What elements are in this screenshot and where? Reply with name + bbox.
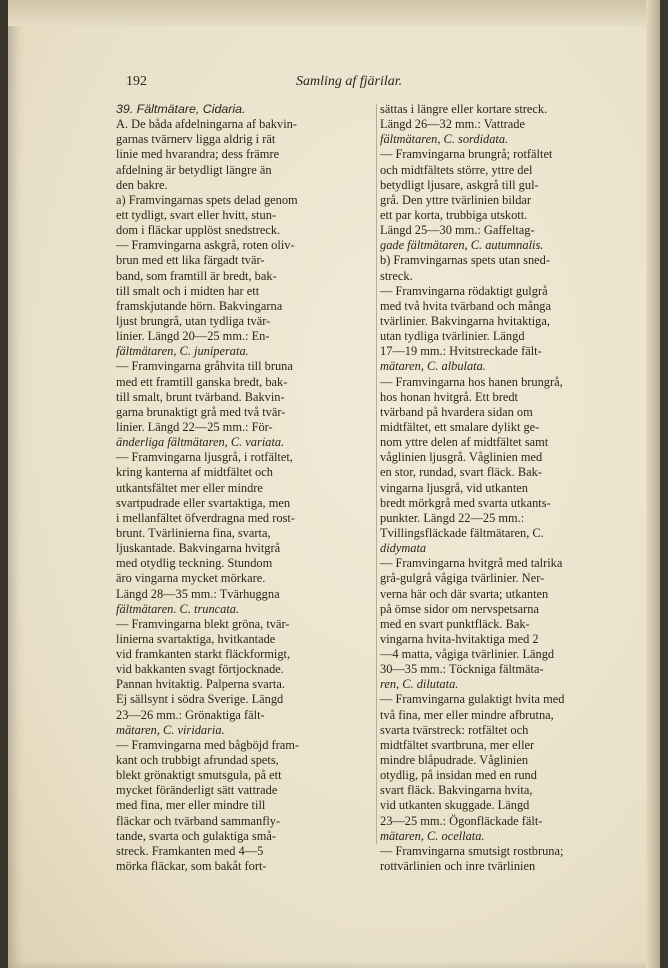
left-text-line: fältmätaren, C. juniperata. xyxy=(116,344,249,359)
right-text-line: — Framvingarna rödaktigt gulgrå xyxy=(380,283,548,298)
running-title: Samling af fjärilar. xyxy=(296,74,403,89)
left-text-line: vid bakkanten svagt förtjocknade. xyxy=(116,662,284,677)
page-top-edge xyxy=(8,0,660,26)
right-text-line: rottvärlinien och inre tvärlinien xyxy=(380,859,536,874)
right-text-line: på ömse sidor om nervspetsarna xyxy=(380,601,539,616)
right-text-line: Längd 25—30 mm.: Gaffeltag- xyxy=(380,223,535,238)
left-text-line: den bakre. xyxy=(116,177,168,192)
page-number: 192 xyxy=(126,74,147,89)
right-text-line: hos honan hvitgrå. Ett bredt xyxy=(380,389,518,404)
left-text-line: mycket föränderligt sätt vattrade xyxy=(116,783,278,798)
left-text-line: utkantsfältet mer eller mindre xyxy=(116,480,263,495)
left-text-line: vid framkanten starkt fläckformigt, xyxy=(116,647,291,662)
right-text-line: bredt mörkgrå med svarta utkants- xyxy=(380,495,551,510)
left-text-line: mätaren, C. viridaria. xyxy=(116,722,225,737)
running-head xyxy=(126,74,646,94)
left-text-line: a) Framvingarnas spets delad genom xyxy=(116,192,298,207)
right-text-line: didymata xyxy=(380,541,427,556)
right-text-line: vingarna hvita-hvitaktiga med 2 xyxy=(380,631,539,646)
left-text-line: garnas tvärnerv ligga aldrig i rät xyxy=(116,132,276,147)
left-text-line: A. De båda afdelningarna af bakvin- xyxy=(116,117,297,132)
left-text-line: — Framvingarna med bågböjd fram- xyxy=(116,737,300,752)
left-column xyxy=(116,102,378,874)
left-text-line: dom i fläckar upplöst snedstreck. xyxy=(116,223,281,238)
left-text-line: kring kanterna af midtfältet och xyxy=(116,465,273,480)
right-text-line: nom yttre delen af midtfältet samt xyxy=(380,435,549,450)
left-text-line: Längd 28—35 mm.: Tvärhuggna xyxy=(116,586,280,601)
left-text-line: framskjutande hörn. Bakvingarna xyxy=(116,298,283,313)
left-text-line: tande, svarta och gulaktiga små- xyxy=(116,828,276,843)
left-text-line: linier. Längd 22—25 mm.: För- xyxy=(116,419,273,434)
right-text-line: — Framvingarna gulaktigt hvita med xyxy=(380,692,565,707)
left-text-line: i mellanfältet öfverdragna med rost- xyxy=(116,510,295,525)
right-column xyxy=(380,102,620,874)
left-text-line: änderliga fältmätaren, C. variata. xyxy=(116,435,285,450)
right-text-line: fältmätaren, C. sordidata. xyxy=(380,132,509,147)
right-text-line: grå-gulgrå vågiga tvärlinier. Ner- xyxy=(380,571,545,586)
right-text-line: 17—19 mm.: Hvitstreckade fält- xyxy=(380,344,542,359)
right-text-line: — Framvingarna smutsigt rostbruna; xyxy=(380,843,564,858)
right-text-line: med en svart punktfläck. Bak- xyxy=(380,616,530,631)
right-text-line: streck. xyxy=(380,268,413,283)
left-text-line: fläckar och tvärband sammanfly- xyxy=(116,813,281,828)
left-text-line: med ett framtill ganska bredt, bak- xyxy=(116,374,288,389)
right-text-line: 30—35 mm.: Töckniga fältmäta- xyxy=(380,662,544,677)
right-text-line: — Framvingarna hos hanen brungrå, xyxy=(380,374,563,389)
right-text-line: midtfältet, ett smalare dylikt ge- xyxy=(380,419,540,434)
left-text-line: med otydlig teckning. Stundom xyxy=(116,556,273,571)
left-text-line: blekt grönaktigt smutsgula, på ett xyxy=(116,768,282,783)
right-text-line: —4 matta, vågiga tvärlinier. Längd xyxy=(380,647,555,662)
right-text-line: gade fältmätaren, C. autumnalis. xyxy=(380,238,544,253)
right-text-line: Tvillingsfläckade fältmätaren, C. xyxy=(380,525,544,540)
left-text-line: — Framvingarna ljusgrå, i rotfältet, xyxy=(116,450,293,465)
right-text-line: med två hvita tvärband och många xyxy=(380,298,552,313)
left-text-line: ett tydligt, svart eller hvitt, stun- xyxy=(116,207,277,222)
left-text-line: mörka fläckar, som bakåt fort- xyxy=(116,859,267,874)
left-text-line: 23—26 mm.: Grönaktiga fält- xyxy=(116,707,265,722)
left-text-line: till smalt, brunt tvärband. Bakvin- xyxy=(116,389,285,404)
left-text-line: Pannan hvitaktig. Palperna svarta. xyxy=(116,677,285,692)
left-text-line: med fina, mer eller mindre till xyxy=(116,798,266,813)
left-text-line: linierna svartaktiga, hvitkantade xyxy=(116,631,276,646)
left-text-line: brun med ett lika färgadt tvär- xyxy=(116,253,265,268)
left-text-line: till smalt och i midten har ett xyxy=(116,283,260,298)
left-text-line: afdelning är betydligt längre än xyxy=(116,162,272,177)
left-text-line: streck. Framkanten med 4—5 xyxy=(116,843,264,858)
left-text-line: garna brunaktigt grå med två tvär- xyxy=(116,404,286,419)
right-text-line: punkter. Längd 22—25 mm.: xyxy=(380,510,525,525)
left-text-line: svartpudrade eller svartaktiga, men xyxy=(116,495,291,510)
left-text-line: band, som framtill är bredt, bak- xyxy=(116,268,277,283)
left-text-line: — Framvingarna askgrå, roten oliv- xyxy=(116,238,295,253)
right-text-line: sättas i längre eller kortare streck. xyxy=(380,102,548,116)
right-text-line: våglinien ljusgrå. Våglinien med xyxy=(380,450,543,465)
right-text-line: midtfältet svartbruna, mer eller xyxy=(380,737,535,752)
right-text-line: utan tydliga tvärlinier. Längd xyxy=(380,329,525,344)
right-text-line: — Framvingarna hvitgrå med talrika xyxy=(380,556,563,571)
right-text-line: ett par korta, trubbiga utskott. xyxy=(380,207,528,222)
right-text-line: tvärlinier. Bakvingarna hvitaktiga, xyxy=(380,313,550,328)
left-text-line: linie med hvarandra; dess främre xyxy=(116,147,280,162)
left-text-line: — Framvingarna gråhvita till bruna xyxy=(116,359,293,374)
right-text-line: verna här och där svarta; utkanten xyxy=(380,586,549,601)
right-text-line: mindre blåpudrade. Våglinien xyxy=(380,753,529,768)
right-text-line: svarta tvärstreck: rotfältet och xyxy=(380,722,529,737)
left-text-line: — Framvingarna blekt gröna, tvär- xyxy=(116,616,290,631)
right-text-line: — Framvingarna brungrå; rotfältet xyxy=(380,147,553,162)
right-text-line: vingarna ljusgrå, vid utkanten xyxy=(380,480,528,495)
book-page xyxy=(8,0,660,968)
left-text-line: Ej sällsynt i södra Sverige. Längd xyxy=(116,692,284,707)
right-text-line: en stor, rundad, svart fläck. Bak- xyxy=(380,465,542,480)
left-text-line: 39. Fältmätare, Cidaria. xyxy=(116,102,246,116)
left-text-line: äro vingarna mycket mörkare. xyxy=(116,571,266,586)
left-text-line: linier. Längd 20—25 mm.: En- xyxy=(116,329,270,344)
right-text-line: otydlig, på insidan med en rund xyxy=(380,768,537,783)
right-text-line: vid utkanten skuggade. Längd xyxy=(380,798,530,813)
right-text-line: ren, C. dilutata. xyxy=(380,677,459,692)
left-text-line: fältmätaren. C. truncata. xyxy=(116,601,240,616)
right-text-line: mätaren, C. albulata. xyxy=(380,359,486,374)
right-text-line: två fina, mer eller mindre afbrutna, xyxy=(380,707,554,722)
right-text-line: grå. Den yttre tvärlinien bildar xyxy=(380,192,532,207)
page-right-edge xyxy=(646,0,660,968)
right-text-line: mätaren, C. ocellata. xyxy=(380,828,485,843)
right-text-line: och midtfältets större, yttre del xyxy=(380,162,533,177)
left-text-line: brunt. Tvärlinierna fina, svarta, xyxy=(116,525,271,540)
right-text-line: tvärband på hvardera sidan om xyxy=(380,404,533,419)
left-text-line: ljuskantade. Bakvingarna hvitgrå xyxy=(116,541,281,556)
right-text-line: svart fläck. Bakvingarna hvita, xyxy=(380,783,533,798)
right-text-line: b) Framvingarnas spets utan sned- xyxy=(380,253,550,268)
right-text-line: Längd 26—32 mm.: Vattrade xyxy=(380,117,525,132)
right-text-line: betydligt ljusare, askgrå till gul- xyxy=(380,177,539,192)
left-text-line: ljust brungrå, utan tydliga tvär- xyxy=(116,313,271,328)
right-text-line: 23—25 mm.: Ögonfläckade fält- xyxy=(380,813,543,828)
left-text-line: kant och trubbigt afrundad spets, xyxy=(116,753,279,768)
